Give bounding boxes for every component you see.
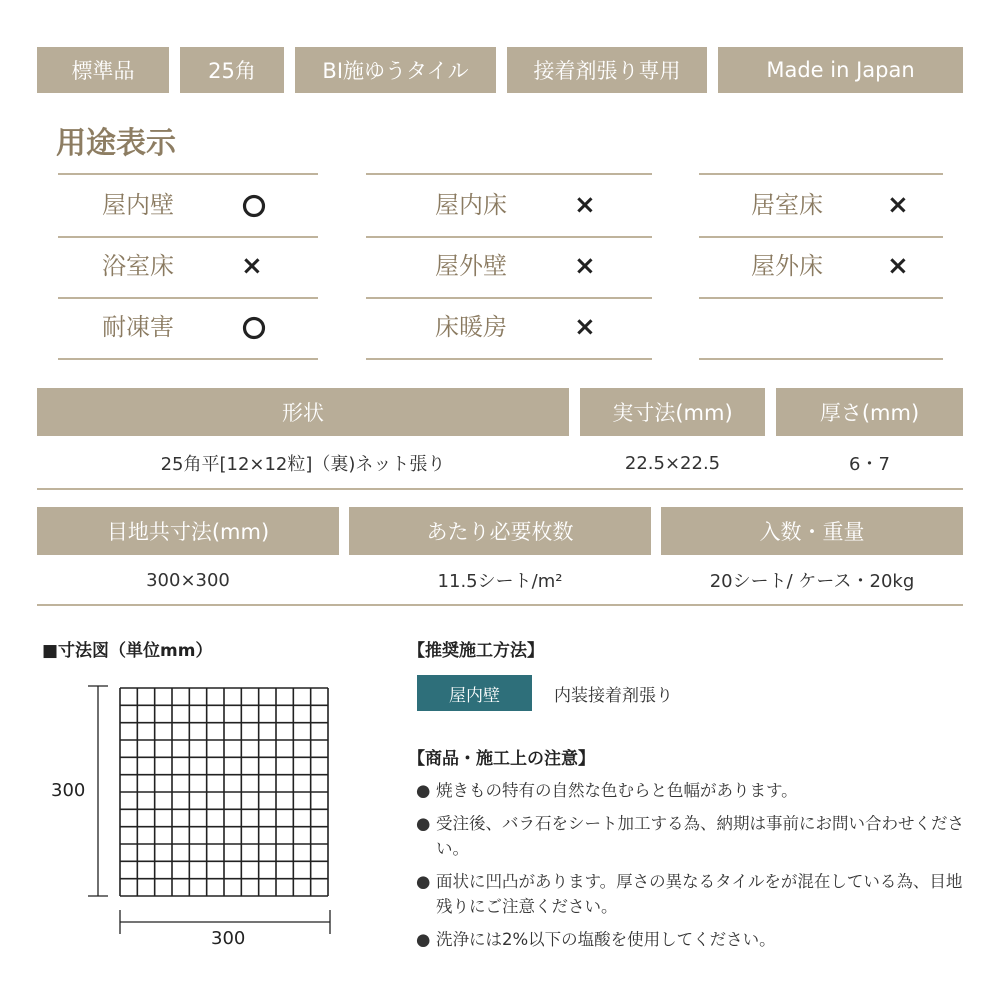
header-shape: 形状 — [37, 388, 569, 436]
usage-item — [58, 236, 318, 297]
height-dimension-label: 300 — [51, 780, 86, 801]
header-actual-size: 実寸法(mm) — [580, 388, 765, 436]
usage-item — [366, 236, 652, 297]
usage-label: 浴室床 — [102, 252, 174, 280]
tile-sheet-diagram — [80, 682, 340, 942]
usage-label: 屋内床 — [435, 191, 507, 219]
usage-label: 居室床 — [751, 191, 823, 219]
note-item: ● 焼きもの特有の自然な色むらと色幅があります。 — [416, 778, 976, 803]
note-item: ● 受注後、バラ石をシート加工する為、納期は事前にお問い合わせください。 — [416, 811, 976, 861]
notes-list — [416, 778, 976, 960]
usage-label: 屋外壁 — [435, 252, 507, 280]
tag-adhesive-only: 接着剤張り専用 — [507, 47, 707, 93]
cross-mark-icon: × — [887, 251, 909, 281]
usage-item — [366, 175, 652, 236]
header-sheets-needed: あたり必要枚数 — [349, 507, 651, 555]
cross-mark-icon: × — [574, 251, 596, 281]
cross-mark-icon: × — [574, 312, 596, 342]
usage-label: 床暖房 — [435, 313, 507, 341]
value-joint-size: 300×300 — [146, 569, 230, 591]
usage-item — [699, 175, 943, 236]
tag-glaze: BI施ゆうタイル — [295, 47, 496, 93]
tag-size: 25角 — [180, 47, 284, 93]
value-actual-size: 22.5×22.5 — [624, 452, 721, 474]
method-text: 内装接着剤張り — [554, 686, 673, 706]
value-sheets-needed: 11.5シート/m² — [437, 571, 563, 592]
diagram-title: ■寸法図（単位mm） — [42, 641, 213, 661]
value-quantity-weight: 20シート/ ケース・20kg — [709, 571, 915, 592]
value-thickness: 6・7 — [849, 454, 890, 475]
usage-item — [366, 297, 652, 358]
usage-item — [58, 297, 318, 358]
cross-mark-icon: × — [887, 190, 909, 220]
usage-title: 用途表示 — [56, 126, 176, 161]
cross-mark-icon: × — [241, 251, 263, 281]
tag-made-in-japan: Made in Japan — [718, 47, 963, 93]
note-item: ● 洗浄には2%以下の塩酸を使用してください。 — [416, 927, 976, 952]
value-shape: 25角平[12×12粒]（裏)ネット張り — [160, 454, 446, 475]
usage-item — [58, 175, 318, 236]
usage-label: 耐凍害 — [102, 313, 174, 341]
method-title: 【推奨施工方法】 — [408, 641, 544, 661]
note-item: ● 面状に凹凸があります。厚さの異なるタイルをが混在している為、目地残りにご注意ください。 — [416, 869, 976, 919]
method-badge: 屋内壁 — [417, 675, 532, 711]
cross-mark-icon: × — [574, 190, 596, 220]
circle-mark-icon — [241, 297, 267, 358]
width-dimension-label: 300 — [211, 928, 246, 949]
header-thickness: 厚さ(mm) — [776, 388, 963, 436]
notes-title: 【商品・施工上の注意】 — [408, 749, 595, 769]
usage-label: 屋内壁 — [102, 191, 174, 219]
circle-mark-icon — [241, 175, 267, 236]
divider — [37, 604, 963, 606]
usage-item — [699, 236, 943, 297]
header-joint-size: 目地共寸法(mm) — [37, 507, 339, 555]
usage-item-empty — [699, 297, 943, 358]
divider — [37, 488, 963, 490]
header-quantity-weight: 入数・重量 — [661, 507, 963, 555]
usage-label: 屋外床 — [751, 252, 823, 280]
tag-standard: 標準品 — [37, 47, 169, 93]
